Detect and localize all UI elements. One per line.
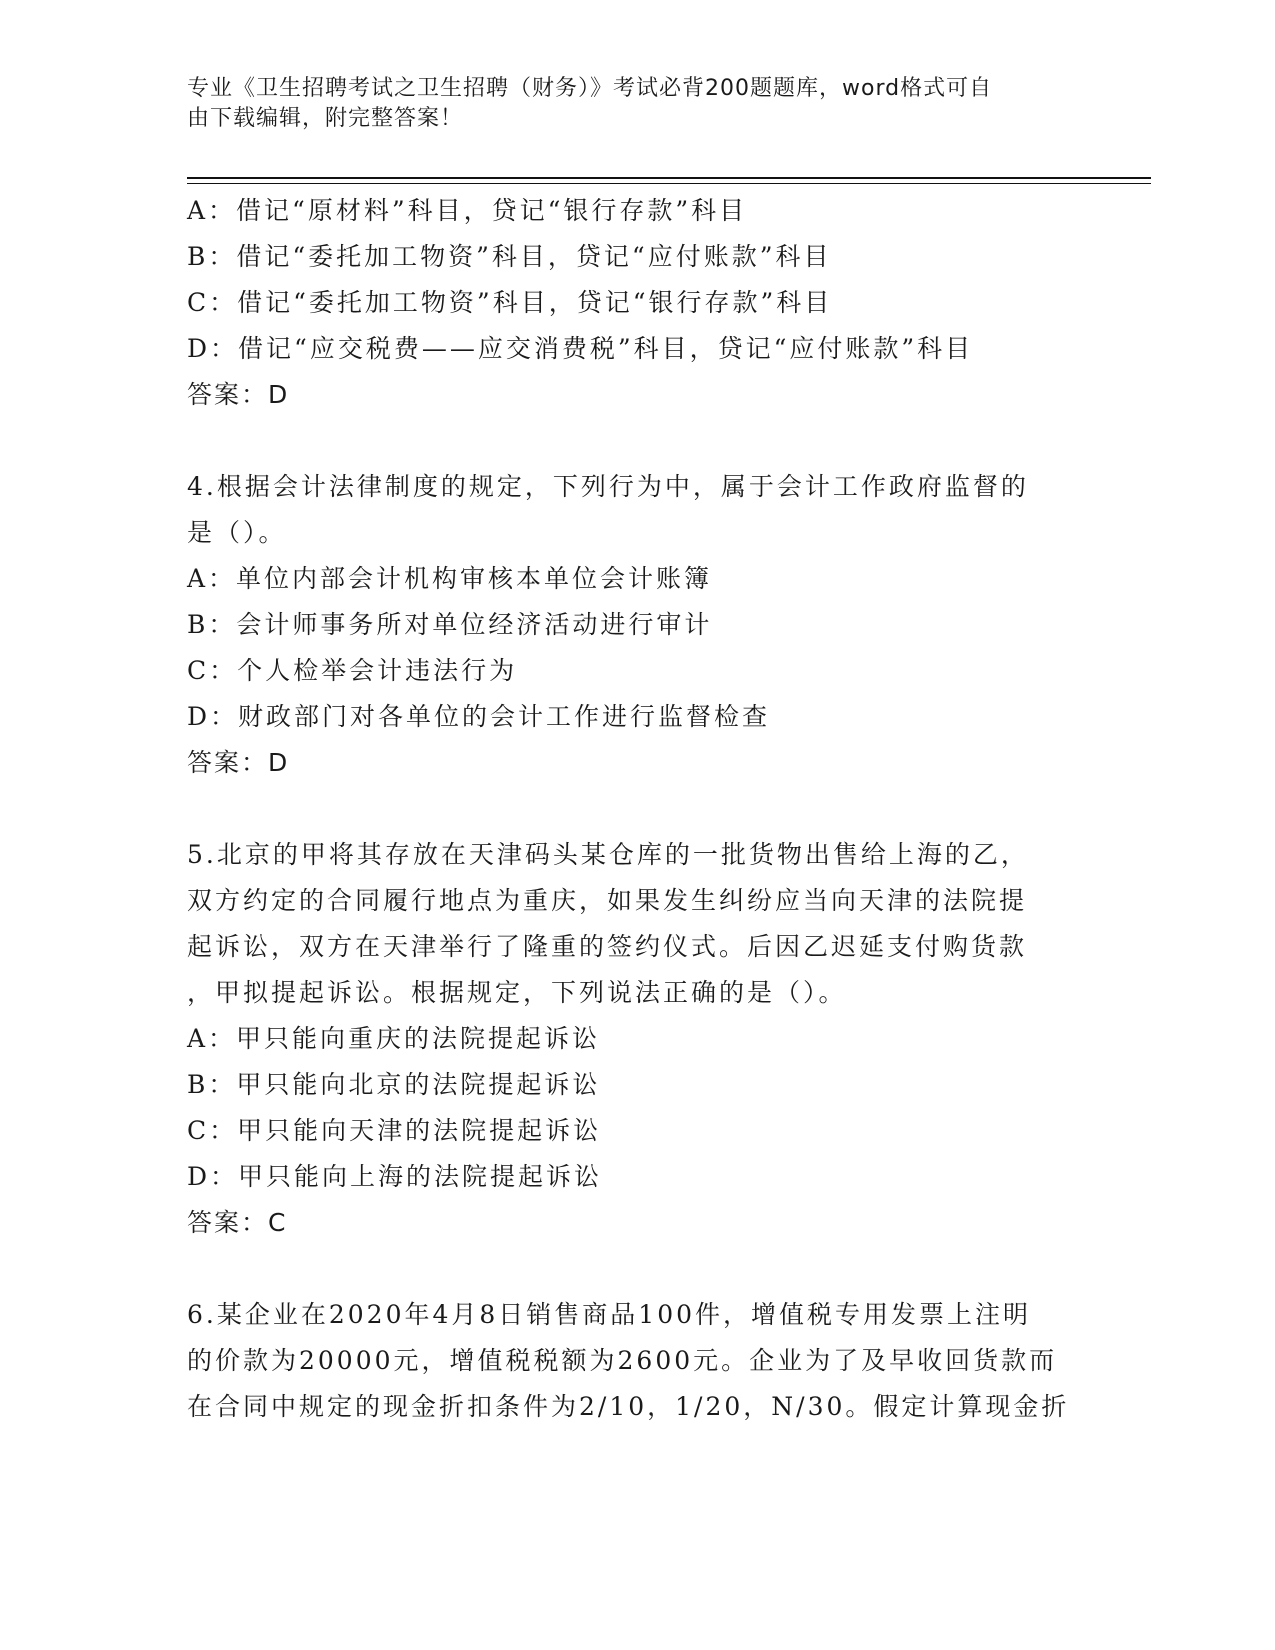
spacer (187, 418, 1087, 464)
header-rule-thin (187, 183, 1151, 184)
option-c: C：个人检举会计违法行为 (187, 656, 518, 685)
option-d: D：甲只能向上海的法院提起诉讼 (187, 1162, 603, 1191)
question-3 (187, 188, 1087, 418)
option-c: C：甲只能向天津的法院提起诉讼 (187, 1116, 602, 1145)
question-5 (187, 832, 1087, 1246)
document-body (187, 188, 1087, 1430)
answer: 答案：D (187, 748, 290, 777)
option-d: D：借记“应交税费——应交消费税”科目，贷记“应付账款”科目 (187, 334, 974, 363)
question-6 (187, 1292, 1087, 1430)
question-stem-line: 5.北京的甲将其存放在天津码头某仓库的一批货物出售给上海的乙， (187, 840, 1029, 869)
option-b: B：甲只能向北京的法院提起诉讼 (187, 1070, 601, 1099)
question-stem-line: 的价款为20000元，增值税税额为2600元。企业为了及早收回货款而 (187, 1346, 1058, 1375)
option-a: A：单位内部会计机构审核本单位会计账簿 (187, 564, 713, 593)
spacer (187, 1246, 1087, 1292)
option-c: C：借记“委托加工物资”科目，贷记“银行存款”科目 (187, 288, 833, 317)
question-stem-line: 6.某企业在2020年4月8日销售商品100件，增值税专用发票上注明 (187, 1300, 1032, 1329)
question-4 (187, 464, 1087, 786)
question-stem-line: 起诉讼，双方在天津举行了隆重的签约仪式。后因乙迟延支付购货款 (187, 932, 1028, 961)
question-stem-line: 在合同中规定的现金折扣条件为2/10，1/20，N/30。假定计算现金折 (187, 1392, 1070, 1421)
question-stem-line: 是（）。 (187, 518, 287, 547)
option-a: A：借记“原材料”科目，贷记“银行存款”科目 (187, 196, 748, 225)
header-line-2: 由下载编辑，附完整答案！ (187, 106, 464, 131)
document-header (187, 74, 1067, 134)
answer: 答案：D (187, 380, 290, 409)
spacer (187, 786, 1087, 832)
option-b: B：借记“委托加工物资”科目，贷记“应付账款”科目 (187, 242, 832, 271)
option-b: B：会计师事务所对单位经济活动进行审计 (187, 610, 713, 639)
question-stem-line: 双方约定的合同履行地点为重庆，如果发生纠纷应当向天津的法院提 (187, 886, 1028, 915)
header-line-1: 专业《卫生招聘考试之卫生招聘（财务）》考试必背200题题库，word格式可自 (187, 76, 993, 101)
option-d: D：财政部门对各单位的会计工作进行监督检查 (187, 702, 771, 731)
header-rule-thick (187, 177, 1151, 179)
answer: 答案：C (187, 1208, 288, 1237)
question-stem-line: 4.根据会计法律制度的规定，下列行为中，属于会计工作政府监督的 (187, 472, 1029, 501)
question-stem-line: ，甲拟提起诉讼。根据规定，下列说法正确的是（）。 (187, 978, 847, 1007)
option-a: A：甲只能向重庆的法院提起诉讼 (187, 1024, 601, 1053)
